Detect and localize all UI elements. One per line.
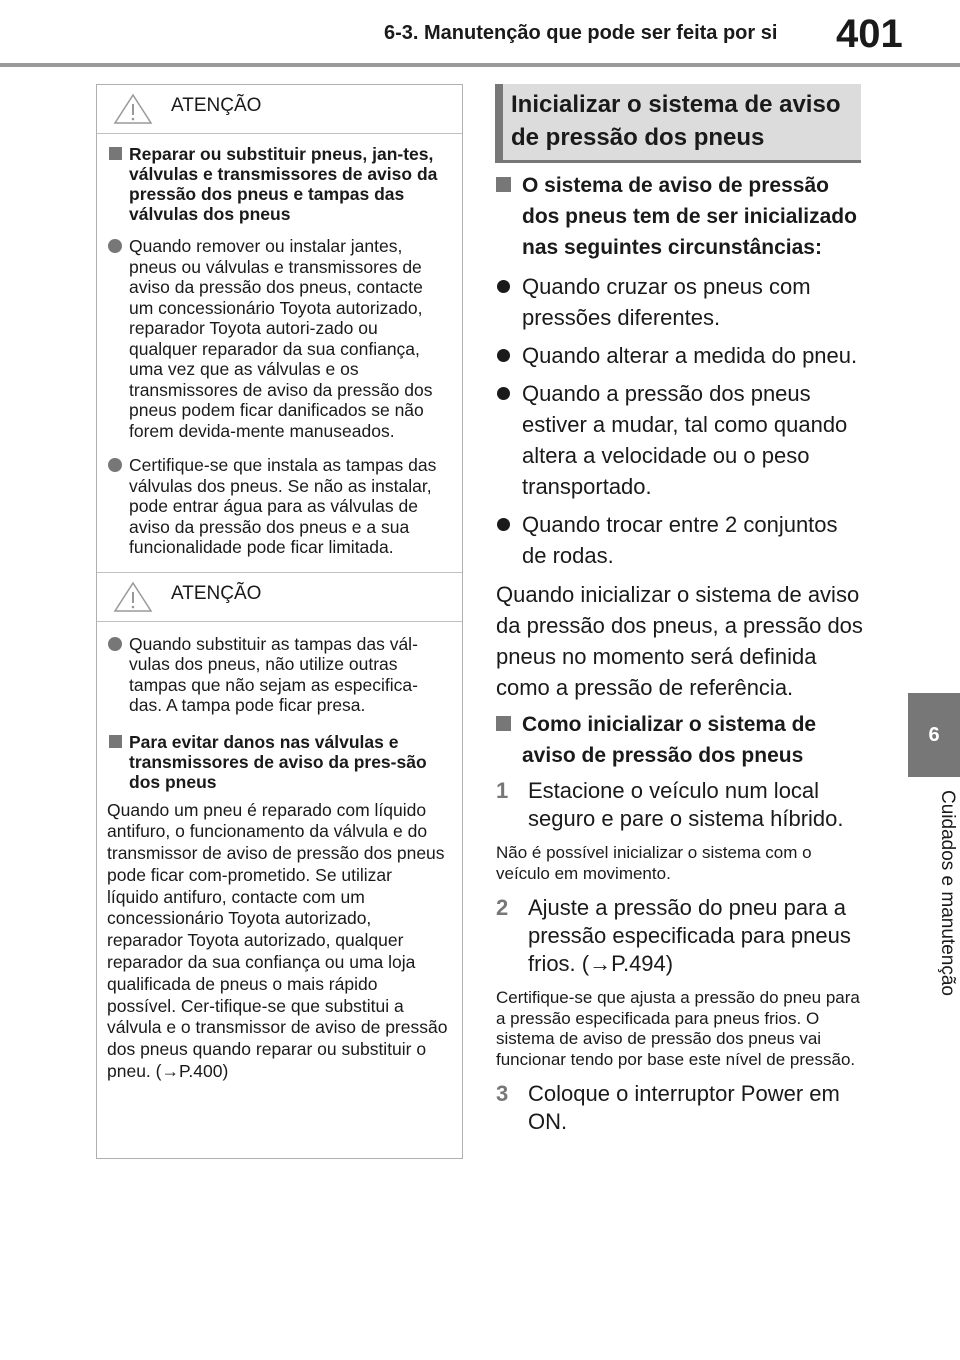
caution-box [96,84,463,1159]
caution-paragraph: Quando um pneu é reparado com líquido antifuro, o funcionamento da válvula e do transmissor de aviso de pressão dos pneus pode ficar com-prometido. Se utilizar líquido antifuro, contacte com um concessionário Toyota autorizado, reparador Toyota autorizado, qualquer reparador da sua confiança ou uma loja qualificada de pneus o mais rápido possível. Cer-tifique-se que substitui a válvula e o transmissor de aviso de pressão dos pneus quando reparar ou substituir o pneu. (→P.400) [107,799,448,1082]
caution-bullet-text: Quando substituir as tampas das vál-vulas dos pneus, não utilize outras tampas que não sejam as especifica-das. A tampa pode ficar presa. [129,633,418,715]
circle-bullet-icon [108,239,122,253]
square-bullet-icon [496,716,511,731]
header-rule [0,63,960,67]
caution-label: ATENÇÃO [171,95,262,116]
list-item [496,509,866,571]
circle-bullet-icon [108,637,122,651]
caution-bullet [107,634,448,716]
page-number: 401 [836,12,903,56]
caution-subheading [107,144,448,224]
step-note: Certifique-se que ajusta a pressão do pneu para a pressão especificada para pneus frios. O sistema de aviso de pressão dos pneus vai funcionar tendo por base este nível de pressão. [496,988,860,1069]
warning-triangle-icon [113,93,153,125]
caution-subheading [107,732,448,792]
chapter-section-title: 6-3. Manutenção que pode ser feita por si [384,22,778,44]
step-text: Estacione o veículo num local seguro e pare o sistema híbrido. [528,778,844,831]
bullet-dot-icon [497,280,510,293]
right-column [496,170,866,1136]
step-item [496,894,866,978]
square-bullet-icon [496,177,511,192]
subsection-heading-text: O sistema de aviso de pressão dos pneus tem de ser inicializado nas seguintes circunstâncias: [522,174,857,259]
bullet-dot-icon [497,387,510,400]
caution-bullet [107,455,448,558]
subsection-heading [496,709,866,771]
chapter-label: Cuidados e manutenção [937,790,958,996]
caution-subheading-text: Reparar ou substituir pneus, jan-tes, válvulas e transmissores de aviso da pressão dos pneus e tampas das válvulas dos pneus [129,144,438,224]
section-heading-rule [495,160,861,163]
step-number: 3 [496,1081,509,1106]
step-note: Não é possível inicializar o sistema com o veículo em movimento. [496,843,812,883]
paragraph: Quando inicializar o sistema de aviso da pressão dos pneus, a pressão dos pneus no momento será definida como a pressão de referência. [496,582,863,700]
list-item [496,378,866,502]
chapter-tab: 6 [908,693,960,777]
caution-label: ATENÇÃO [171,582,262,604]
list-item [496,340,866,371]
step-number: 2 [496,895,509,920]
caution-bullet [107,236,448,441]
step-text: Ajuste a pressão do pneu para a pressão especificada para pneus frios. (→P.494) [528,895,851,976]
section-heading: Inicializar o sistema de aviso de pressão dos pneus [495,84,861,160]
bullet-dot-icon [497,349,510,362]
step-item [496,777,866,833]
caution-subheading-text: Para evitar danos nas válvulas e transmissores de aviso da pres-são dos pneus [129,731,427,792]
square-bullet-icon [109,735,122,748]
list-item [496,271,866,333]
step-item [496,1080,866,1136]
caution-header [97,572,462,622]
list-item-text: Quando alterar a medida do pneu. [522,343,858,368]
square-bullet-icon [109,147,122,160]
list-item-text: Quando cruzar os pneus com pressões diferentes. [522,274,811,330]
caution-bullet-text: Quando remover ou instalar jantes, pneus ou válvulas e transmissores de aviso da pressão dos pneus, contacte um concessionário Toyota autorizado, reparador Toyota autori-zado ou qualquer reparador da sua confiança, uma vez que as válvulas e os transmissores de aviso da pressão dos pneus podem ficar danificados se não forem devida-mente manuseados. [129,236,433,441]
circle-bullet-icon [108,458,122,472]
step-text: Coloque o interruptor Power em ON. [528,1081,840,1134]
step-number: 1 [496,778,509,803]
subsection-heading-text: Como inicializar o sistema de aviso de pressão dos pneus [522,713,817,767]
warning-triangle-icon [113,581,153,613]
bullet-dot-icon [497,518,510,531]
list-item-text: Quando a pressão dos pneus estiver a mudar, tal como quando altera a velocidade ou o peso transportado. [522,381,848,499]
list-item-text: Quando trocar entre 2 conjuntos de rodas. [522,512,838,568]
caution-bullet-text: Certifique-se que instala as tampas das válvulas dos pneus. Se não as instalar, pode entrar água para as válvulas de aviso da pressão dos pneus e a sua funcionalidade pode ficar limitada. [129,455,437,557]
subsection-heading [496,170,866,263]
caution-header [97,85,462,134]
